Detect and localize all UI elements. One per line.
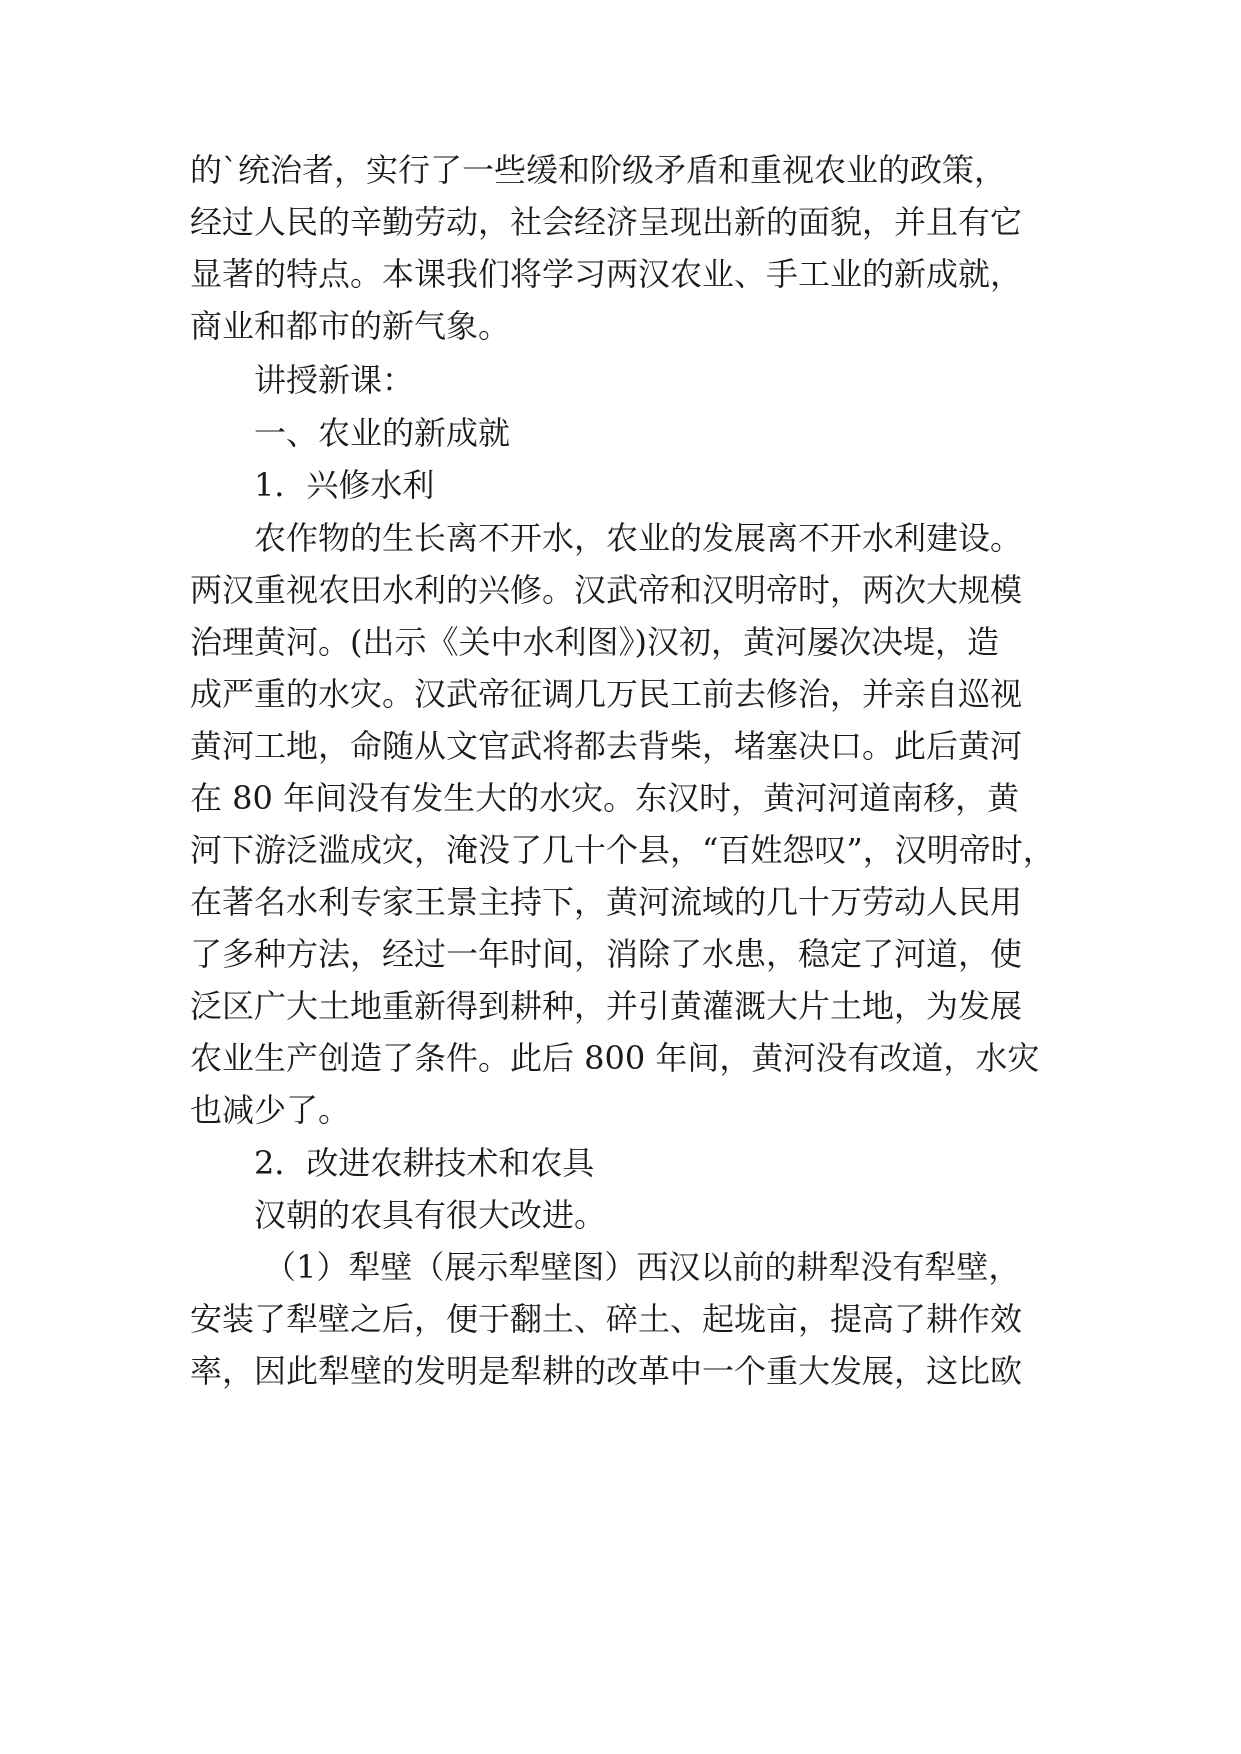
paragraph-line: 汉朝的农具有很大改进。 [254, 1196, 607, 1234]
paragraph-line: 了多种方法，经过一年时间，消除了水患，稳定了河道，使 [190, 935, 1023, 973]
paragraph-line: 河下游泛滥成灾，淹没了几十个县，“百姓怨叹”，汉明帝时， [190, 831, 1055, 869]
paragraph-line: 泛区广大土地重新得到耕种，并引黄灌溉大片土地，为发展 [190, 987, 1023, 1025]
section-label: 讲授新课： [254, 361, 415, 399]
paragraph-line: 两汉重视农田水利的兴修。汉武帝和汉明帝时，两次大规模 [190, 571, 1023, 609]
paragraph-line: 经过人民的辛勤劳动，社会经济呈现出新的面貌，并且有它 [190, 203, 1023, 241]
section-heading: 一、农业的新成就 [254, 414, 511, 452]
paragraph-line: 在 80 年间没有发生大的水灾。东汉时，黄河河道南移，黄 [190, 779, 1020, 817]
paragraph-line: （1）犁壁（展示犁壁图）西汉以前的耕犁没有犁壁， [264, 1248, 1021, 1286]
paragraph-line: 治理黄河。(出示《关中水利图》)汉初，黄河屡次决堤，造 [190, 623, 999, 661]
paragraph-line: 农作物的生长离不开水，农业的发展离不开水利建设。 [254, 519, 1023, 557]
paragraph-line: 商业和都市的新气象。 [190, 307, 511, 345]
paragraph-line: 在著名水利专家王景主持下，黄河流域的几十万劳动人民用 [190, 883, 1023, 921]
paragraph-line: 率，因此犁壁的发明是犁耕的改革中一个重大发展，这比欧 [190, 1352, 1023, 1390]
paragraph-line: 也减少了。 [190, 1091, 351, 1129]
subsection-heading: 2．改进农耕技术和农具 [254, 1144, 595, 1182]
paragraph-line: 农业生产创造了条件。此后 800 年间，黄河没有改道，水灾 [190, 1039, 1040, 1077]
paragraph-line: 的`统治者，实行了一些缓和阶级矛盾和重视农业的政策， [190, 151, 1007, 189]
paragraph-line: 安装了犁壁之后，便于翻土、碎土、起垅亩，提高了耕作效 [190, 1300, 1023, 1338]
paragraph-line: 黄河工地，命随从文官武将都去背柴，堵塞决口。此后黄河 [190, 727, 1023, 765]
subsection-heading: 1．兴修水利 [254, 466, 435, 504]
paragraph-line: 显著的特点。本课我们将学习两汉农业、手工业的新成就， [190, 255, 1023, 293]
paragraph-line: 成严重的水灾。汉武帝征调几万民工前去修治，并亲自巡视 [190, 675, 1023, 713]
